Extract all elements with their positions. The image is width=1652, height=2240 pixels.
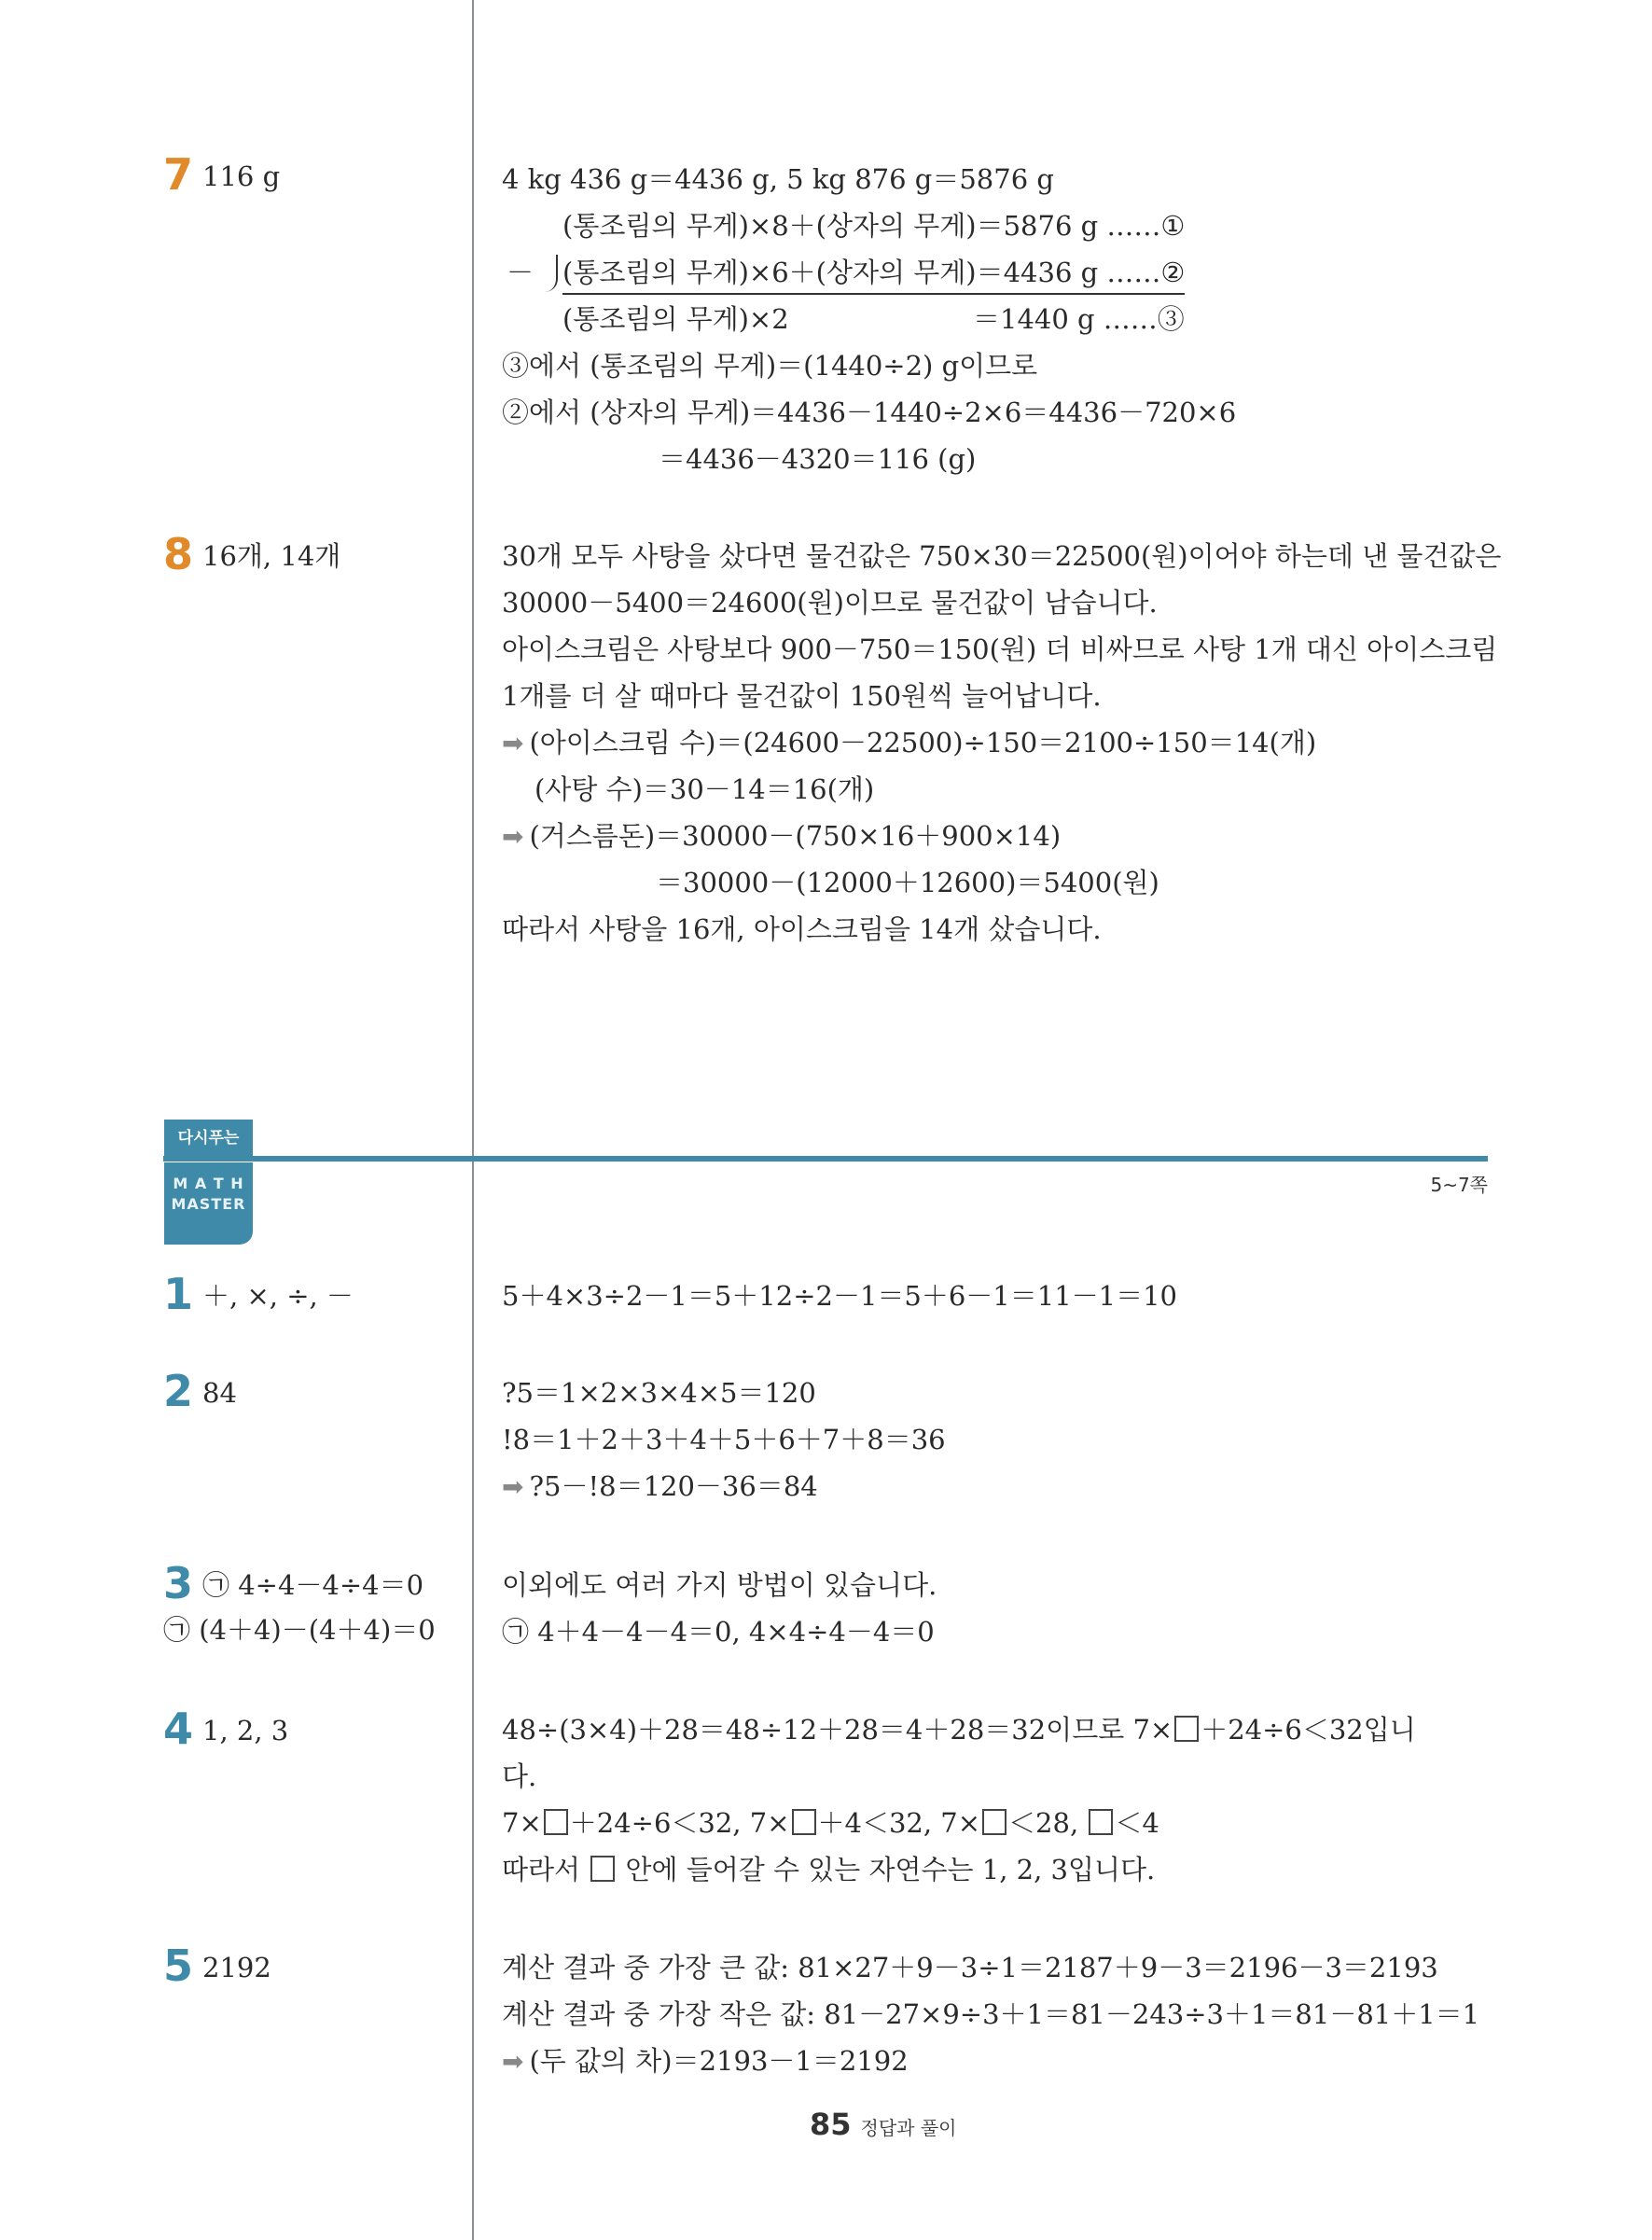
answer-text: 2192 xyxy=(202,1952,271,1983)
solution-5 xyxy=(502,1944,1491,2084)
solution-line-arrow xyxy=(502,813,1491,859)
solution-7 xyxy=(502,156,1491,482)
page-reference: 5~7쪽 xyxy=(1430,1174,1488,1196)
text-part: 7× xyxy=(502,1807,542,1839)
solution-line-subtract xyxy=(502,249,1491,296)
answer-text: ㉠ 4÷4－4÷4＝0 xyxy=(202,1569,424,1601)
solution-line: ?5－!8＝120－36＝84 xyxy=(529,1470,818,1502)
solution-line: 30개 모두 사탕을 샀다면 물건값은 750×30＝22500(원)이어야 하는데 낸 물건값은 xyxy=(502,540,1502,572)
blank-box xyxy=(792,1809,816,1835)
text-part: 48÷(3×4)＋28＝48÷12＋28＝4＋28＝32이므로 7× xyxy=(502,1714,1173,1746)
solution-3 xyxy=(502,1562,1491,1655)
problem-number: 1 xyxy=(163,1269,194,1319)
solution-line: 계산 결과 중 가장 큰 값: 81×27＋9－3÷1＝2187＋9－3＝2196－3＝2193 xyxy=(502,1952,1438,1983)
blank-box xyxy=(1089,1809,1113,1835)
solution-line: ③에서 (통조림의 무게)＝(1440÷2) g이므로 xyxy=(502,350,1038,382)
solution-line: (통조림의 무게)×8＋(상자의 무게)＝5876 g ……① xyxy=(562,210,1186,242)
solution-1 xyxy=(502,1273,1491,1319)
text-part: ＋24÷6＜32, 7× xyxy=(569,1807,790,1839)
blank-box xyxy=(982,1809,1006,1835)
footer-label: 정답과 풀이 xyxy=(860,2117,957,2139)
solution-line: (두 값의 차)＝2193－1＝2192 xyxy=(529,2045,909,2077)
answer-1 xyxy=(163,1271,354,1319)
section-divider xyxy=(163,1156,1488,1162)
problem-number: 8 xyxy=(163,529,194,579)
solution-line: 이외에도 여러 가지 방법이 있습니다. xyxy=(502,1569,937,1601)
text-part: 안에 들어갈 수 있는 자연수는 1, 2, 3입니다. xyxy=(617,1854,1156,1885)
answer-text: 84 xyxy=(202,1377,237,1409)
problem-number: 7 xyxy=(163,149,194,200)
answer-3-line2: ㉠ (4＋4)－(4＋4)＝0 xyxy=(163,1614,436,1646)
answer-5 xyxy=(163,1942,271,1991)
solution-line: 30000－5400＝24600(원)이므로 물건값이 남습니다. xyxy=(502,587,1158,619)
solution-line: !8＝1＋2＋3＋4＋5＋6＋7＋8＝36 xyxy=(502,1424,946,1455)
answer-7 xyxy=(163,151,280,200)
text-part: ＋4＜32, 7× xyxy=(817,1807,981,1839)
solution-line: 1개를 더 살 때마다 물건값이 150원씩 늘어납니다. xyxy=(502,680,1102,712)
text-part: ＜28, xyxy=(1008,1807,1088,1839)
solution-line: (사탕 수)＝30－14＝16(개) xyxy=(534,773,875,805)
answer-2 xyxy=(163,1368,237,1416)
solution-line-result xyxy=(502,296,1491,342)
answer-4 xyxy=(163,1705,288,1754)
solution-line-arrow xyxy=(502,2038,1491,2084)
solution-line: ＝4436－4320＝116 (g) xyxy=(659,443,977,475)
arrow-icon: ➡ xyxy=(502,1471,524,1502)
minus-sign: － xyxy=(507,257,534,288)
answer-text: 1, 2, 3 xyxy=(202,1715,289,1746)
solution-line: 계산 결과 중 가장 작은 값: 81－27×9÷3＋1＝81－243÷3＋1＝81－81＋1＝1 xyxy=(502,1998,1480,2030)
solution-line-arrow xyxy=(502,1463,1491,1510)
text-part: 따라서 xyxy=(502,1854,590,1885)
bracket-mark xyxy=(543,255,558,292)
solution-line: 5＋4×3÷2－1＝5＋12÷2－1＝5＋6－1＝11－1＝10 xyxy=(502,1280,1178,1312)
problem-number: 2 xyxy=(163,1366,194,1416)
badge-body xyxy=(164,1162,253,1245)
answer-text: 116 g xyxy=(202,160,281,192)
solution-line: (아이스크림 수)＝(24600－22500)÷150＝2100÷150＝14(개) xyxy=(529,727,1317,758)
badge-line: MASTER xyxy=(171,1195,246,1213)
page-footer xyxy=(810,2107,957,2142)
solution-line-arrow xyxy=(502,719,1491,766)
solution-line: 다. xyxy=(502,1760,537,1792)
solution-line: (거스름돈)＝30000－(750×16＋900×14) xyxy=(529,820,1062,852)
arrow-icon: ➡ xyxy=(502,728,524,758)
solution-line: 따라서 사탕을 16개, 아이스크림을 14개 샀습니다. xyxy=(502,913,1102,945)
solution-line: ②에서 (상자의 무게)＝4436－1440÷2×6＝4436－720×6 xyxy=(502,397,1237,428)
solution-line: ＝30000－(12000＋12600)＝5400(원) xyxy=(656,867,1159,898)
badge-line: M A T H xyxy=(173,1175,244,1192)
problem-number: 4 xyxy=(163,1704,194,1754)
column-divider xyxy=(472,0,474,2240)
text-part: ＋24÷6＜32입니 xyxy=(1201,1714,1416,1746)
problem-number: 5 xyxy=(163,1941,194,1991)
solution-line: 아이스크림은 사탕보다 900－750＝150(원) 더 비싸므로 사탕 1개 대신 아이스크림 xyxy=(502,633,1498,665)
math-master-badge xyxy=(164,1120,253,1245)
problem-number: 3 xyxy=(163,1558,194,1608)
arrow-icon: ➡ xyxy=(502,2046,524,2077)
solution-line xyxy=(502,1800,1491,1846)
answer-text: ＋, ×, ÷, － xyxy=(202,1280,354,1312)
answer-text: 16개, 14개 xyxy=(202,540,341,572)
solution-8 xyxy=(502,533,1502,953)
blank-box xyxy=(590,1856,615,1882)
text-part: ＜4 xyxy=(1115,1807,1159,1839)
blank-box xyxy=(544,1809,568,1835)
page-number: 85 xyxy=(810,2107,852,2142)
solution-2 xyxy=(502,1370,1491,1510)
solution-line: 4 kg 436 g＝4436 g, 5 kg 876 g＝5876 g xyxy=(502,163,1054,195)
solution-line: (통조림의 무게)×6＋(상자의 무게)＝4436 g ……② xyxy=(562,252,1185,295)
solution-line xyxy=(502,1846,1491,1893)
solution-line: ㉠ 4＋4－4－4＝0, 4×4÷4－4＝0 xyxy=(502,1616,935,1648)
solution-line xyxy=(502,1706,1491,1753)
solution-line: ＝1440 g ……③ xyxy=(973,303,1185,335)
blank-box xyxy=(1174,1716,1199,1742)
answer-3 xyxy=(163,1560,423,1608)
solution-line: ?5＝1×2×3×4×5＝120 xyxy=(502,1377,816,1409)
solution-line: (통조림의 무게)×2 xyxy=(562,303,789,335)
arrow-icon: ➡ xyxy=(502,821,524,852)
badge-title: 다시푸는 xyxy=(164,1120,253,1157)
answer-8 xyxy=(163,531,340,579)
solution-4 xyxy=(502,1706,1491,1893)
